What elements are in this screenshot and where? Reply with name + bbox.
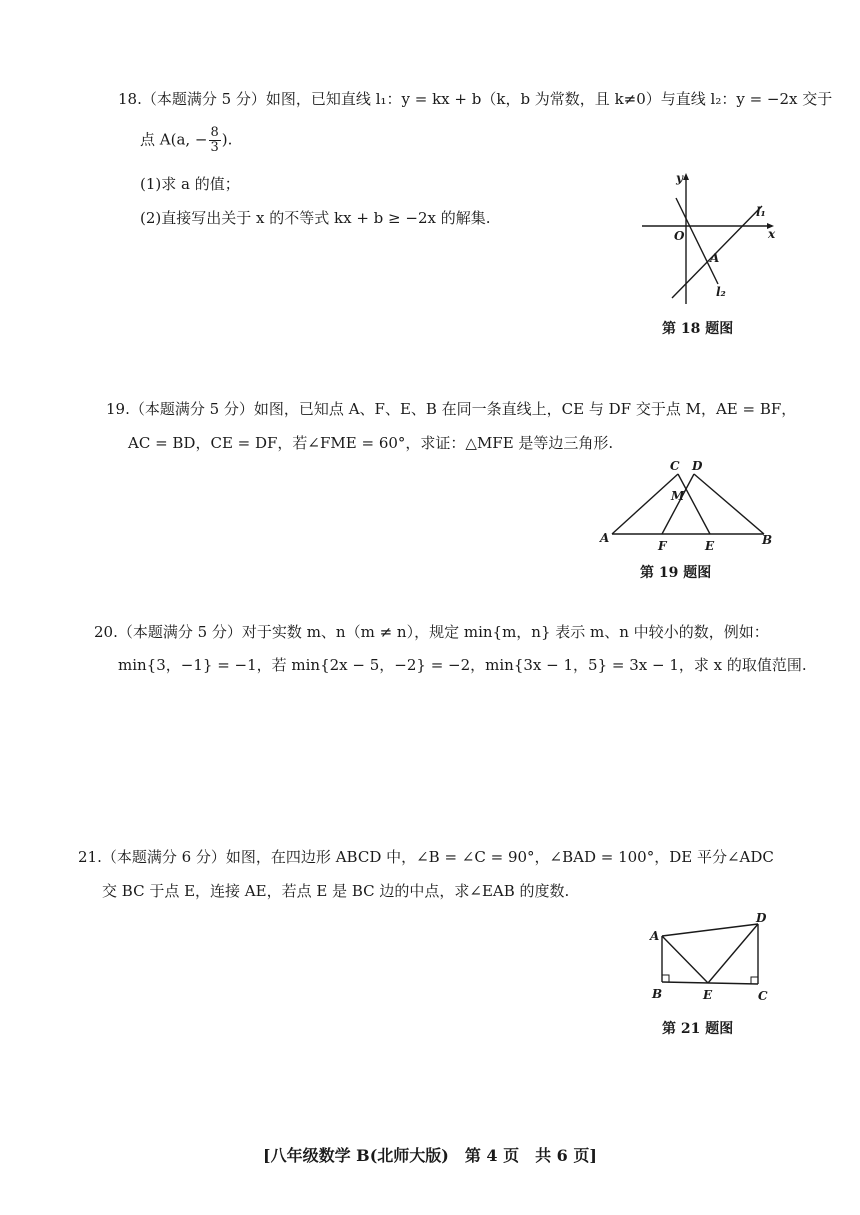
page-footer: [八年级数学 B(北师大版) 第 4 页 共 6 页]	[263, 1146, 597, 1165]
q18-frac-den: 3	[210, 140, 219, 155]
q20-line1: 20.（本题满分 5 分）对于实数 m、n（m ≠ n），规定 min{m，n} 表示 m、n 中较小的数，例如：	[94, 623, 769, 641]
q21-right-angle-c	[751, 977, 758, 984]
q18-line2	[140, 126, 232, 155]
q20-line2: min{3，−1} = −1，若 min{2x − 5，−2} = −2，min{3x − 1，5} = 3x − 1，求 x 的取值范围.	[118, 656, 807, 674]
q18-line1: 18.（本题满分 5 分）如图，已知直线 l₁：y = kx + b（k，b 为常数，且 k≠0）与直线 l₂：y = −2x 交于	[118, 90, 833, 108]
q19-line2: AC = BD，CE = DF，若∠FME = 60°，求证：△MFE 是等边三角形.	[128, 434, 614, 452]
q19-label-d: D	[692, 459, 703, 473]
q19-label-a: A	[600, 531, 610, 545]
q21-label-c: C	[758, 989, 768, 1003]
q18-label-o: O	[674, 229, 685, 243]
q18-label-l2: l₂	[716, 285, 726, 299]
q19-label-e: E	[705, 539, 715, 553]
q21-line2: 交 BC 于点 E，连接 AE，若点 E 是 BC 边的中点，求∠EAB 的度数.	[102, 882, 570, 900]
q21-seg-ad	[662, 924, 758, 936]
q18-line2-post: ).	[221, 130, 233, 149]
q19-figure	[598, 458, 778, 553]
q18-label-y: y	[676, 171, 683, 185]
q19-caption: 第 19 题图	[640, 565, 712, 581]
q19-label-f: F	[658, 539, 667, 553]
q19-label-m: M	[671, 489, 685, 503]
q21-seg-bc	[662, 982, 758, 984]
q21-label-e: E	[703, 988, 713, 1002]
q21-label-a: A	[650, 929, 660, 943]
q21-label-d: D	[756, 911, 767, 925]
q19-label-b: B	[762, 533, 773, 547]
q18-label-a: A	[710, 251, 720, 265]
q18-y-arrow	[683, 173, 689, 180]
q19-line1: 19.（本题满分 5 分）如图，已知点 A、F、E、B 在同一条直线上，CE 与 DF 交于点 M，AE = BF，	[106, 400, 797, 418]
q19-seg-ac	[612, 474, 678, 534]
q21-label-b: B	[652, 987, 663, 1001]
q18-line2-pre: 点 A(a, −	[140, 130, 208, 149]
q21-figure	[646, 910, 776, 1005]
q19-label-c: C	[670, 459, 680, 473]
q21-line1: 21.（本题满分 6 分）如图，在四边形 ABCD 中，∠B = ∠C = 90°，∠BAD = 100°，DE 平分∠ADC	[78, 848, 774, 866]
q21-seg-de	[708, 924, 758, 983]
q21-caption: 第 21 题图	[662, 1021, 734, 1037]
q19-seg-df	[662, 474, 694, 534]
q21-right-angle-b	[662, 975, 669, 982]
q18-caption: 第 18 题图	[662, 321, 734, 337]
q18-figure	[640, 168, 780, 308]
q18-label-l1: l₁	[756, 205, 766, 219]
q18-label-x: x	[768, 227, 776, 241]
q18-sub1: (1)求 a 的值；	[140, 175, 240, 193]
q18-frac-num: 8	[210, 125, 219, 140]
q18-sub2: (2)直接写出关于 x 的不等式 kx + b ≥ −2x 的解集.	[140, 209, 491, 227]
q18-fraction	[209, 126, 221, 155]
